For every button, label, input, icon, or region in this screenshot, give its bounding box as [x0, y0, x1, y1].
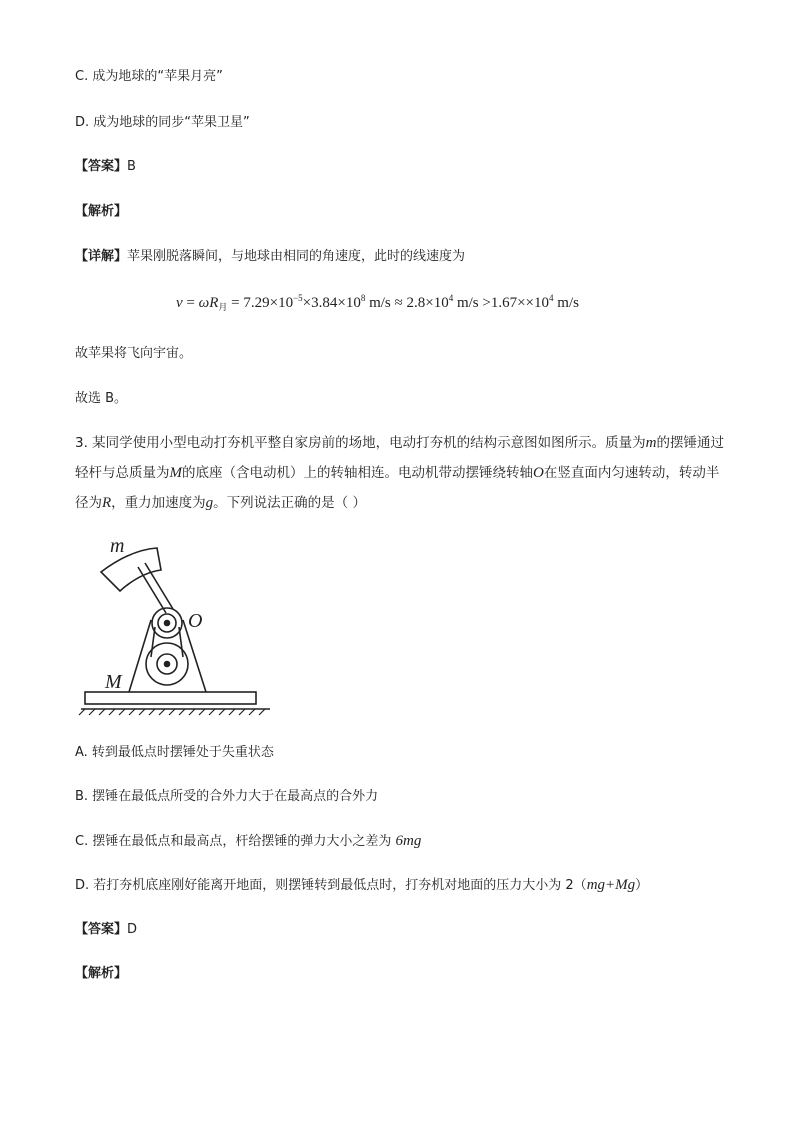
stem-part-6: 。下列说法正确的是（ ） — [213, 495, 366, 511]
label-m: m — [110, 535, 125, 557]
ground-hatching — [79, 709, 265, 715]
motor-pulley-axle — [165, 662, 170, 667]
analysis-tag: 【解析】 — [75, 204, 128, 219]
base-plate — [85, 692, 256, 704]
formula-exp3: 4 — [448, 293, 454, 303]
formula-part2: ×3.84×10 — [302, 295, 361, 311]
conclusion-line: 故苹果将飞向宇宙。 — [75, 346, 193, 361]
detail-text: 苹果刚脱落瞬间，与地球由相同的角速度，此时的线速度为 — [127, 249, 466, 264]
tamper-machine-diagram — [75, 535, 275, 720]
stem-var-R: R — [102, 495, 112, 511]
stem-var-M: M — [169, 465, 182, 481]
q3-option-a: A. 转到最低点时摆锤处于失重状态 — [75, 745, 274, 760]
label-O: O — [188, 610, 203, 632]
formula-part5: m/s — [553, 295, 579, 311]
stem-var-m: m — [645, 435, 657, 451]
q3-option-d-value: mg+Mg — [586, 877, 636, 893]
q3-option-d-end: ） — [635, 878, 649, 893]
q3-answer-value: D — [127, 922, 138, 937]
answer-line — [75, 158, 136, 176]
formula-exp1: −5 — [293, 293, 303, 303]
formula-R-sub: 月 — [218, 302, 228, 312]
option-d: D. 成为地球的同步“苹果卫星” — [75, 115, 250, 130]
q3-option-c — [75, 832, 421, 851]
q3-option-b: B. 摆锤在最低点所受的合外力大于在最高点的合外力 — [75, 789, 379, 804]
q3-option-d — [75, 876, 648, 895]
q3-option-c-text: C. 摆锤在最低点和最高点，杆给摆锤的弹力大小之差为 — [75, 834, 396, 849]
formula-omega: ω — [198, 295, 210, 311]
select-line: 故选 B。 — [75, 391, 128, 406]
stem-part-4: 在竖直面内匀速转动，转动半径为 — [75, 465, 720, 511]
belt-right — [179, 627, 183, 657]
velocity-formula — [176, 293, 579, 313]
option-c: C. 成为地球的“苹果月亮” — [75, 69, 223, 84]
formula-v: v — [176, 295, 183, 311]
stem-part-2: 的摆锤通过轻杆与总质量为 — [75, 435, 725, 481]
q3-answer-tag: 【答案】 — [75, 922, 128, 937]
analysis-line — [75, 203, 127, 221]
stem-part-5: ，重力加速度为 — [111, 495, 206, 511]
stem-part-1: 3. 某同学使用小型电动打夯机平整自家房前的场地，电动打夯机的结构示意图如图所示。质量为 — [75, 435, 646, 451]
formula-part4: m/s >1.67××10 — [453, 295, 550, 311]
question-3-stem — [75, 428, 725, 518]
q3-analysis-line — [75, 965, 127, 983]
stem-var-O: O — [533, 465, 544, 481]
detail-tag: 【详解】 — [75, 249, 128, 264]
formula-eq: = — [182, 295, 199, 311]
q3-analysis-tag: 【解析】 — [75, 966, 128, 981]
q3-option-d-text: D. 若打夯机底座刚好能离开地面，则摆锤转到最低点时，打夯机对地面的压力大小为 2（ — [75, 878, 587, 893]
upper-pulley-axle — [165, 621, 170, 626]
formula-exp2: 8 — [360, 293, 366, 303]
q3-answer-line — [75, 921, 137, 939]
formula-R: R — [209, 295, 219, 311]
stem-var-g: g — [205, 495, 214, 511]
answer-tag: 【答案】 — [75, 159, 128, 174]
formula-part1: = 7.29×10 — [227, 295, 294, 311]
stem-part-3: 的底座（含电动机）上的转轴相连。电动机带动摆锤绕转轴 — [182, 465, 533, 481]
formula-part3: m/s ≈ 2.8×10 — [365, 295, 449, 311]
detail-line — [75, 248, 465, 266]
q3-option-c-value: 6mg — [395, 833, 422, 849]
answer-value: B — [127, 159, 136, 174]
formula-exp4: 4 — [549, 293, 554, 303]
label-M: M — [105, 671, 122, 693]
belt-left — [151, 627, 155, 657]
